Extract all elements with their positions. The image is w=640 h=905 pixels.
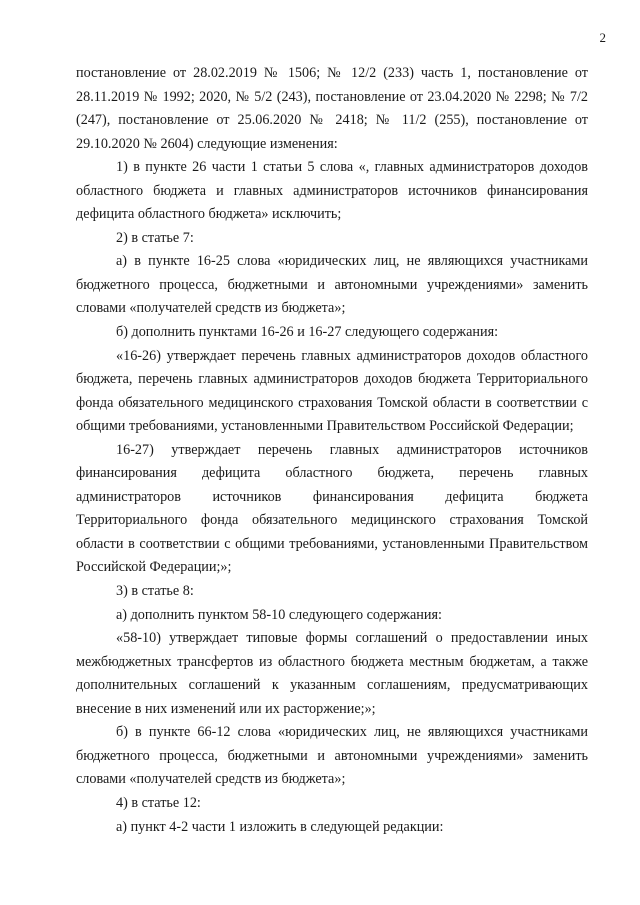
paragraph: а) пункт 4-2 части 1 изложить в следующей редакции: [116, 818, 444, 835]
document-body [76, 62, 588, 839]
paragraph: б) в пункте 66-12 слова «юридических лиц, не являющихся участниками бюджетного процесса, бюджетными и автономными учреждениями» заменить словами «получателей средств из бюджета»; [76, 724, 588, 788]
paragraph: 4) в статье 12: [116, 794, 201, 811]
paragraph: б) дополнить пунктами 16-26 и 16-27 следующего содержания: [116, 324, 499, 341]
paragraph: 1) в пункте 26 части 1 статьи 5 слова «, главных администраторов доходов областного бюджета и главных администраторов источников финансирования дефицита областного бюджета» исключить; [76, 159, 588, 223]
paragraph: «16-26) утверждает перечень главных администраторов доходов областного бюджета, перечень главных администраторов доходов бюджета Территориального фонда обязательного медицинского страхования Томской области в соответствии с общими требованиями, установленными Правительством Российской Федерации; [76, 347, 588, 435]
paragraph: а) в пункте 16-25 слова «юридических лиц, не являющихся участниками бюджетного процесса, бюджетными и автономными учреждениями» заменить словами «получателей средств из бюджета»; [76, 253, 588, 317]
paragraph: постановление от 28.02.2019 № 1506; № 12/2 (233) часть 1, постановление от 28.11.2019 № 1992; 2020, № 5/2 (243), постановление от 23.04.2020 № 2298; № 7/2 (247), постановление от 25.06.2020 № 2418; № 11/2 (255), постановление от 29.10.2020 № 2604) следующие изменения: [76, 65, 588, 152]
paragraph: а) дополнить пунктом 58-10 следующего содержания: [116, 606, 442, 623]
paragraph: 2) в статье 7: [116, 229, 194, 246]
page-number: 2 [599, 30, 606, 45]
paragraph: «58-10) утверждает типовые формы соглашений о предоставлении иных межбюджетных трансфертов из областного бюджета местным бюджетам, а также дополнительных соглашений к указанным соглашениям, предусматривающих внесение в них изменений или их расторжение;»; [76, 630, 588, 717]
paragraph: 16-27) утверждает перечень главных администраторов источников финансирования дефицита областного бюджета, перечень главных администраторов источников финансирования дефицита бюджета Территориального фонда обязательного медицинского страхования Томской области в соответствии с общими требованиями, установленными Правительством Российской Федерации;»; [76, 441, 588, 576]
paragraph: 3) в статье 8: [116, 583, 194, 600]
